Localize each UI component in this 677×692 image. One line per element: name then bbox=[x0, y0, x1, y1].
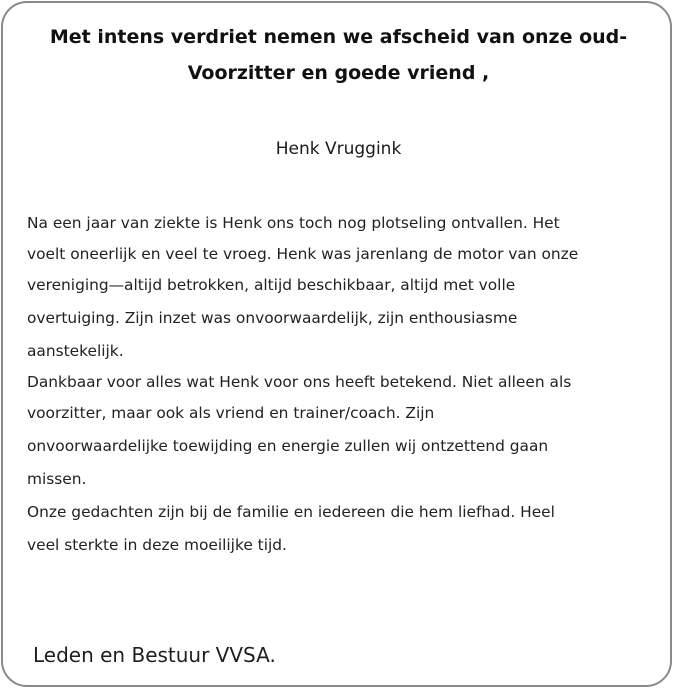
message-body bbox=[27, 208, 667, 561]
paragraph-line: onvoorwaardelijke toewijding en energie zullen wij ontzettend gaan bbox=[27, 437, 549, 455]
deceased-name: Henk Vruggink bbox=[275, 139, 402, 159]
signature: Leden en Bestuur VVSA. bbox=[33, 643, 276, 667]
paragraph-line: overtuiging. Zijn inzet was onvoorwaardelijk, zijn enthousiasme bbox=[27, 309, 518, 327]
paragraph-1 bbox=[27, 208, 667, 367]
paragraph-2 bbox=[27, 367, 667, 495]
paragraph-line: missen. bbox=[27, 470, 87, 488]
paragraph-line: aanstekelijk. bbox=[27, 342, 124, 360]
paragraph-line: veel sterkte in deze moeilijke tijd. bbox=[27, 536, 287, 554]
heading-line-1: Met intens verdriet nemen we afscheid van onze oud- bbox=[49, 26, 628, 48]
paragraph-line: vereniging—altijd betrokken, altijd beschikbaar, altijd met volle bbox=[27, 276, 516, 294]
paragraph-line: Onze gedachten zijn bij de familie en iedereen die hem liefhad. Heel bbox=[27, 503, 555, 521]
heading-line-2: Voorzitter en goede vriend , bbox=[187, 62, 490, 84]
paragraph-3 bbox=[27, 495, 667, 561]
heading bbox=[3, 19, 674, 91]
obituary-card bbox=[1, 1, 672, 687]
paragraph-line: voorzitter, maar ook als vriend en trainer/coach. Zijn bbox=[27, 404, 435, 422]
paragraph-line: Na een jaar van ziekte is Henk ons toch nog plotseling ontvallen. Het bbox=[27, 214, 560, 232]
paragraph-line: voelt oneerlijk en veel te vroeg. Henk was jarenlang de motor van onze bbox=[27, 245, 579, 263]
paragraph-line: Dankbaar voor alles wat Henk voor ons heeft betekend. Niet alleen als bbox=[27, 373, 572, 391]
